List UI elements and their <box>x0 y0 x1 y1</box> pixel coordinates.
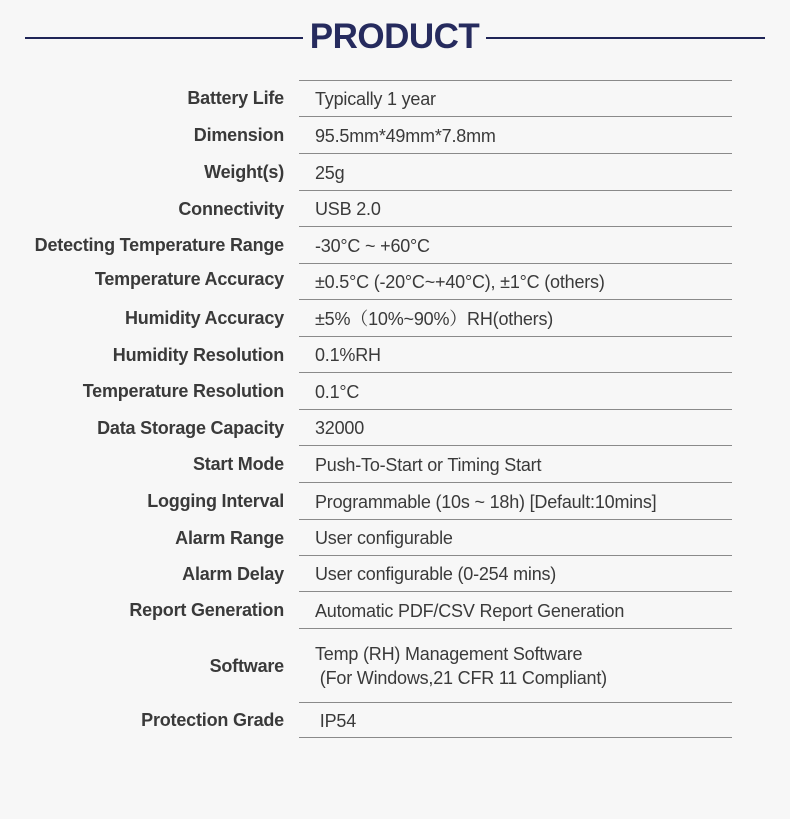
spec-row-humidity-resolution <box>0 337 790 373</box>
spec-label: Protection Grade <box>141 710 284 730</box>
spec-row-software <box>0 629 790 703</box>
spec-value-text-line2: (For Windows,21 CFR 11 Compliant) <box>315 668 607 688</box>
spec-value <box>315 592 624 629</box>
spec-value <box>315 520 453 556</box>
spec-row-detecting-temperature-range <box>0 227 790 264</box>
spec-row-report-generation <box>0 592 790 629</box>
spec-label: Weight(s) <box>204 162 284 182</box>
spec-value-text: Typically 1 year <box>315 88 436 109</box>
spec-label: Alarm Range <box>175 527 284 548</box>
spec-label: Start Mode <box>192 454 284 474</box>
spec-value-text: USB 2.0 <box>315 199 381 219</box>
spec-row-temperature-resolution <box>0 373 790 410</box>
spec-value <box>315 227 430 264</box>
spec-label: Humidity Resolution <box>112 344 284 365</box>
spec-label: Temperature Accuracy <box>94 268 284 289</box>
spec-label: Battery Life <box>187 88 284 108</box>
spec-label: Alarm Delay <box>182 563 284 584</box>
spec-label: Logging Interval <box>147 491 284 511</box>
spec-label: Humidity Accuracy <box>125 308 284 328</box>
spec-value <box>315 446 541 483</box>
spec-row-humidity-accuracy <box>0 300 790 337</box>
spec-value <box>315 154 344 191</box>
spec-value-text: 32000 <box>315 418 365 438</box>
spec-value <box>315 117 496 154</box>
spec-value-text: -30°C ~ +60°C <box>315 235 430 256</box>
spec-value-text: Push-To-Start or Timing Start <box>315 454 542 475</box>
spec-value-text: 95.5mm*49mm*7.8mm <box>315 125 496 146</box>
spec-value <box>315 703 356 738</box>
spec-label: Dimension <box>193 125 284 145</box>
spec-label: Detecting Temperature Range <box>34 235 284 255</box>
spec-value <box>315 264 605 300</box>
spec-row-start-mode <box>0 446 790 483</box>
title-rule-right <box>486 37 765 39</box>
spec-row-weight <box>0 154 790 191</box>
spec-value-text: ±5%（10%~90%）RH(others) <box>315 308 554 329</box>
row-divider <box>299 737 732 738</box>
spec-row-alarm-delay <box>0 556 790 592</box>
spec-row-alarm-range <box>0 520 790 556</box>
spec-value <box>315 80 436 117</box>
spec-row-temperature-accuracy <box>0 264 790 300</box>
spec-value <box>315 556 556 592</box>
spec-value <box>315 373 359 410</box>
spec-row-connectivity <box>0 191 790 227</box>
spec-value-text: ±0.5°C (-20°C~+40°C), ±1°C (others) <box>315 272 605 292</box>
spec-row-dimension <box>0 117 790 154</box>
spec-row-data-storage-capacity <box>0 410 790 446</box>
spec-value <box>315 191 381 227</box>
spec-label: Report Generation <box>129 600 284 620</box>
spec-value <box>315 410 364 446</box>
page-title: PRODUCT <box>309 17 480 56</box>
spec-value-text: 0.1%RH <box>315 345 381 365</box>
spec-value <box>315 337 381 373</box>
spec-label: Software <box>209 655 284 676</box>
spec-row-battery-life <box>0 80 790 117</box>
spec-label: Connectivity <box>178 198 284 219</box>
spec-value-text: User configurable <box>315 528 453 548</box>
spec-row-protection-grade <box>0 703 790 738</box>
title-rule-left <box>25 37 303 39</box>
spec-row-logging-interval <box>0 483 790 520</box>
spec-value-text: User configurable (0-254 mins) <box>315 564 557 584</box>
spec-label: Data Storage Capacity <box>97 417 284 438</box>
spec-value-text: Automatic PDF/CSV Report Generation <box>315 600 625 621</box>
spec-value-text: 25g <box>315 162 345 183</box>
spec-value <box>315 629 607 703</box>
spec-value-text: Programmable (10s ~ 18h) [Default:10mins] <box>315 491 657 512</box>
spec-value-text: Temp (RH) Management Software <box>315 644 583 664</box>
spec-label: Temperature Resolution <box>82 381 284 401</box>
spec-value-text: 0.1°C <box>315 381 360 402</box>
spec-value <box>315 300 553 337</box>
spec-value <box>315 483 656 520</box>
spec-value-text: IP54 <box>315 710 357 731</box>
